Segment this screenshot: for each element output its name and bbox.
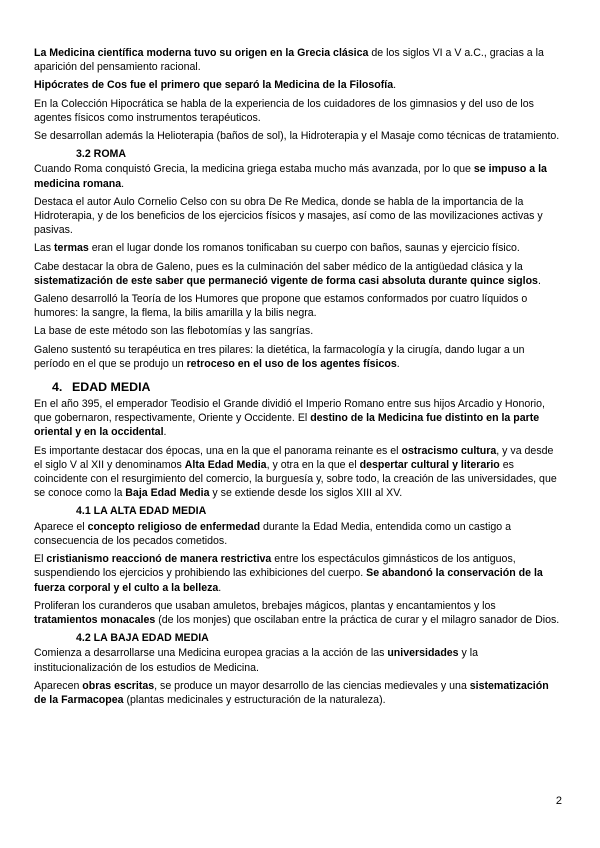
bold-text: sistematización de este saber que permaneció vigente de forma casi absoluta durante quince siglos [34, 274, 538, 287]
paragraph [34, 552, 562, 595]
paragraph [34, 646, 562, 674]
paragraph [34, 599, 562, 627]
text: . [163, 426, 167, 439]
page-number: 2 [555, 795, 562, 807]
section-heading-roma: 3.2 ROMA [76, 148, 127, 161]
bold-text: Alta Edad Media [184, 458, 267, 471]
text: de los siglos VI a V a.C., gracias a la aparición del pensamiento racional. [34, 47, 544, 74]
paragraph [34, 162, 562, 190]
text: y se extiende desde los siglos XIII al XV. [209, 487, 403, 500]
text: En el año 395, el emperador Teodisio el Grande dividió el Imperio Romano entre sus hijos Arcadio y Honorio, que gobernaron, respectivamente, Oriente y Occidente. El [34, 398, 545, 425]
paragraph [34, 241, 562, 255]
bold-text: retroceso en el uso de los agentes físicos [186, 357, 397, 370]
bold-text: concepto religioso de enfermedad [87, 520, 261, 533]
text: durante la Edad Media, entendida como un castigo a consecuencia de los pecados cometidos. [34, 520, 511, 547]
paragraph: La base de este método son las flebotomías y las sangrías. [34, 325, 314, 338]
text: Aparecen [34, 679, 83, 692]
paragraph: Galeno desarrolló la Teoría de los Humores que propone que estamos conformados por cuatro líquidos o humores: la sangre, la flema, la bilis amarilla y la bilis negra. [34, 293, 528, 320]
text: Comienza a desarrollarse una Medicina europea gracias a la acción de las [34, 647, 388, 660]
text: . [121, 177, 125, 190]
paragraph: En la Colección Hipocrática se habla de la experiencia de los cuidadores de los gimnasios y del uso de los agentes físicos como instrumentos terapéuticos. [34, 97, 534, 124]
text: , y va desde el siglo V al XII y denominamos [34, 444, 554, 471]
text: , y otra en la que el [266, 458, 360, 471]
text: . [218, 581, 222, 594]
paragraph [34, 397, 562, 440]
bold-text: despertar cultural y literario [359, 458, 500, 471]
text: , se produce un mayor desarrollo de las ciencias medievales y una [154, 679, 470, 692]
paragraph [34, 46, 562, 74]
bold-text: se impuso a la medicina romana [34, 163, 547, 190]
bold-text: sistematización de la Farmacopea [34, 679, 549, 706]
paragraph [34, 260, 562, 288]
bold-text: destino de la Medicina fue distinto en la parte oriental y en la occidental [34, 412, 540, 439]
bold-text: termas [54, 242, 89, 255]
text: . [396, 357, 400, 370]
text: Galeno sustentó su terapéutica en tres pilares: la dietética, la farmacología y la cirugía, dando lugar a un período en el que se produjo un [34, 343, 525, 370]
bold-text: Hipócrates de Cos fue el primero que separó la Medicina de la Filosofía [34, 79, 394, 92]
paragraph: Se desarrollan además la Helioterapia (baños de sol), la Hidroterapia y el Masaje como técnicas de tratamiento. [34, 130, 560, 143]
bold-text: cristianismo reaccionó de manera restrictiva [46, 553, 272, 566]
heading-number: 4. [52, 380, 63, 395]
document-body [34, 46, 562, 711]
bold-text: obras escritas [82, 679, 155, 692]
text: El [34, 553, 47, 566]
bold-text: universidades [387, 647, 459, 660]
text: . [537, 274, 541, 287]
text: Cuando Roma conquistó Grecia, la medicina griega estaba mucho más avanzada, por lo que [34, 163, 474, 176]
section-heading-edad-media [52, 380, 562, 395]
paragraph [34, 444, 562, 501]
paragraph [34, 343, 562, 371]
text: Es importante destacar dos épocas, una en la que el panorama reinante es el [34, 444, 402, 457]
text: . [393, 79, 397, 92]
paragraph [34, 520, 562, 548]
section-heading-baja-edad-media: 4.2 LA BAJA EDAD MEDIA [76, 632, 209, 645]
bold-text: Se abandonó la conservación de la fuerza corporal y el culto a la belleza [34, 567, 543, 594]
text: (plantas medicinales y estructuración de la naturaleza). [123, 693, 386, 706]
text: Las [34, 242, 55, 255]
paragraph [34, 679, 562, 707]
text: es coincidente con el resurgimiento del comercio, la burguesía y, sobre todo, la creación de las universidades, que se conoce como la [34, 458, 557, 500]
text: Aparece el [34, 520, 88, 533]
text: y la institucionalización de los estudios de Medicina. [34, 647, 479, 674]
bold-text: La Medicina científica moderna tuvo su origen en la Grecia clásica [34, 47, 369, 59]
bold-text: Baja Edad Media [125, 487, 210, 500]
text: Cabe destacar la obra de Galeno, pues es la culminación del saber médico de la antigüedad clásica y la [34, 260, 523, 273]
section-heading-alta-edad-media: 4.1 LA ALTA EDAD MEDIA [76, 505, 207, 518]
text: (de los monjes) que oscilaban entre la práctica de curar y el milagro sanador de Dios. [155, 613, 560, 626]
text: entre los espectáculos gimnásticos de los antiguos, suspendiendo los ejercicios y prohibiendo las exhibiciones del cuerpo. [34, 553, 516, 580]
bold-text: tratamientos monacales [34, 613, 156, 626]
bold-text: ostracismo cultura [401, 444, 497, 457]
text: eran el lugar donde los romanos tonificaban su cuerpo con baños, saunas y ejercicio físico. [88, 242, 520, 255]
text: Proliferan los curanderos que usaban amuletos, brebajes mágicos, plantas y encantamientos y los [34, 599, 496, 612]
paragraph: Destaca el autor Aulo Cornelio Celso con su obra De Re Medica, donde se habla de la importancia de la Hidroterapia, y de los beneficios de los ejercicios físicos y masajes, así como de las movilizaciones activas y pasivas. [34, 195, 543, 237]
paragraph [34, 78, 562, 92]
heading-text: EDAD MEDIA [72, 380, 151, 395]
